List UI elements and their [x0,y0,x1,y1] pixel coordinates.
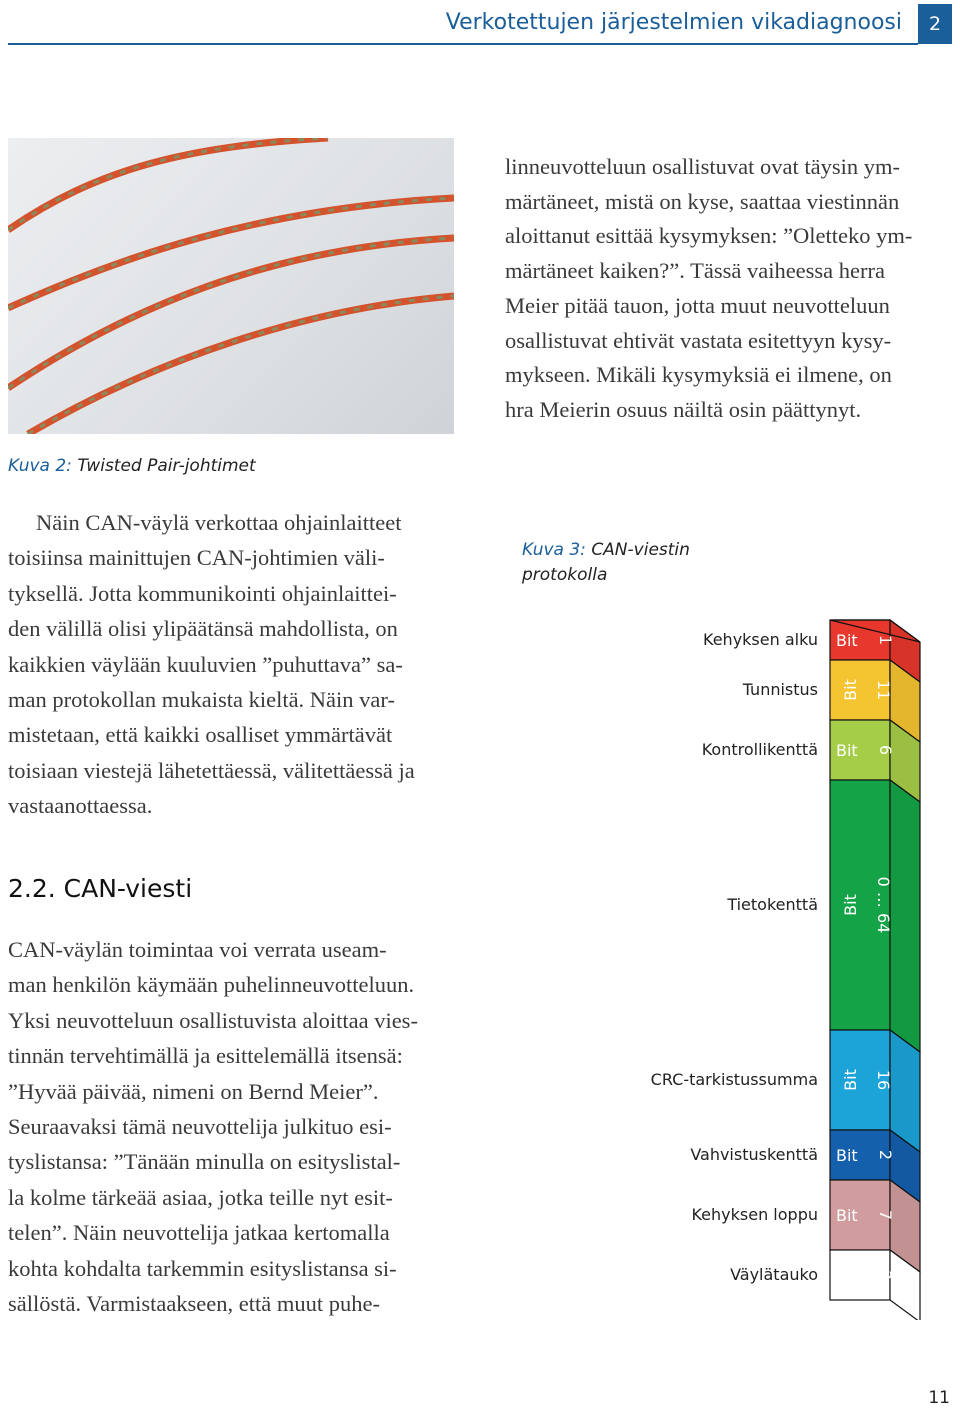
can-field-side-face [890,780,920,1052]
can-field-name: Vahvistuskenttä [690,1145,818,1164]
chapter-number-badge: 2 [918,4,952,44]
figure-3-caption-line: protokolla [522,565,608,585]
can-field-unit: Bit [836,1266,858,1285]
can-frame-svg [520,600,960,1320]
can-frame-diagram [520,600,960,1320]
text-line: la kolme tärkeää asiaa, jotka teille nyt esit- [8,1184,393,1210]
can-field-size: 6 [876,744,895,756]
can-field-size: 16 [874,1069,893,1091]
text-line: osallistuvat ehtivät vastata esitettyyn kysy- [505,327,892,353]
left-column-paragraph-2 [8,932,454,1321]
can-field-size: 0 … 64 [874,876,893,934]
text-line: märtäneet, mistä on kyse, saattaa viestinnän [505,188,900,214]
figure-3-caption-line: CAN-viestin [591,540,690,560]
text-line: telen”. Näin neuvottelija jatkaa kertomalla [8,1220,390,1246]
can-field-unit: Bit [836,1206,858,1225]
can-field-size: 1 [876,634,895,646]
figure-2-label: Kuva 2: [8,456,72,476]
figure-3-label: Kuva 3: [522,540,586,560]
running-header-title: Verkotettujen järjestelmien vikadiagnoosi [445,10,902,35]
can-field-name: Tietokenttä [727,895,818,914]
text-line: ”Hyvää päivää, nimeni on Bernd Meier”. [8,1078,379,1104]
can-field-unit: Bit [841,1069,860,1091]
left-column-paragraph-1 [8,505,454,824]
can-field-name: Kehyksen alku [703,630,818,649]
can-field-name: CRC-tarkistussumma [650,1070,818,1089]
twisted-pair-photo [8,138,454,434]
figure-3-caption [522,538,690,588]
can-field-unit: Bit [836,1146,858,1165]
text-line: Seuraavaksi tämä neuvottelija julkituo esi- [8,1114,392,1140]
can-field-unit: Bit [841,894,860,916]
text-line: aloittanut esittää kysymyksen: ”Oletteko ym- [505,223,913,249]
text-line: man protokollan mukaista kieltä. Näin var- [8,687,395,713]
right-column-paragraph [505,150,953,428]
can-field-size: 7 [876,1209,895,1221]
can-field-name: Kehyksen loppu [691,1205,818,1224]
can-field-size: 2 [876,1149,895,1161]
header-rule [8,43,918,45]
text-line: märtäneet kaiken?”. Tässä vaiheessa herra [505,258,886,284]
can-field-size: 11 [874,679,893,701]
can-field-unit: Bit [836,631,858,650]
text-line: tyksellä. Jotta kommunikointi ohjainlaittei- [8,580,397,606]
twisted-pair-wires-illustration [8,138,454,434]
text-line: toisiaan viestejä lähetettäessä, välitettäessä ja [8,757,415,783]
text-line: Meier pitää tauon, jotta muut neuvotteluun [505,292,890,318]
text-line: man henkilön käymään puhelinneuvotteluun. [8,972,415,998]
can-field-unit: Bit [841,679,860,701]
text-line: toisiinsa mainittujen CAN-johtimien väli- [8,545,385,571]
can-field-name: Väylätauko [730,1265,818,1284]
text-line: kaikkien väylään kuuluvien ”puhuttava” sa- [8,651,403,677]
can-field-7 [730,1250,920,1320]
can-field-unit: Bit [836,741,858,760]
can-field-name: Tunnistus [742,680,818,699]
text-line: tinnän tervehtimällä ja esittelemällä itsensä: [8,1043,403,1069]
can-field-3 [726,780,920,1052]
text-line: hra Meierin osuus näiltä osin päättynyt. [505,396,862,422]
text-line: tyslistansa: ”Tänään minulla on esityslistal- [8,1149,401,1175]
figure-2-caption [8,456,256,476]
text-line: Yksi neuvotteluun osallistuvista aloittaa vies- [8,1007,418,1033]
text-line: Näin CAN-väylä verkottaa ohjainlaitteet [36,510,402,535]
text-line: sällöstä. Varmistaakseen, että muut puhe- [8,1291,380,1317]
text-line: mistetaan, että kaikki osalliset ymmärtävät [8,722,393,748]
text-line: linneuvotteluun osallistuvat ovat täysin ym- [505,154,900,179]
text-line: vastaanottaessa. [8,793,153,819]
text-line: mykseen. Mikäli kysymyksiä ei ilmene, on [505,362,892,388]
section-heading: 2.2. CAN-viesti [8,874,193,903]
can-field-name: Kontrollikenttä [701,740,818,759]
text-line: den välillä olisi ylipäätänsä mahdollista, on [8,616,398,642]
figure-2-caption-text: Twisted Pair-johtimet [77,456,256,476]
text-line: kohta kohdalta tarkemmin esityslistansa si- [8,1255,397,1281]
page-number: 11 [928,1388,950,1408]
can-field-size: 3 [876,1269,895,1281]
text-line: CAN-väylän toimintaa voi verrata useam- [8,937,387,962]
